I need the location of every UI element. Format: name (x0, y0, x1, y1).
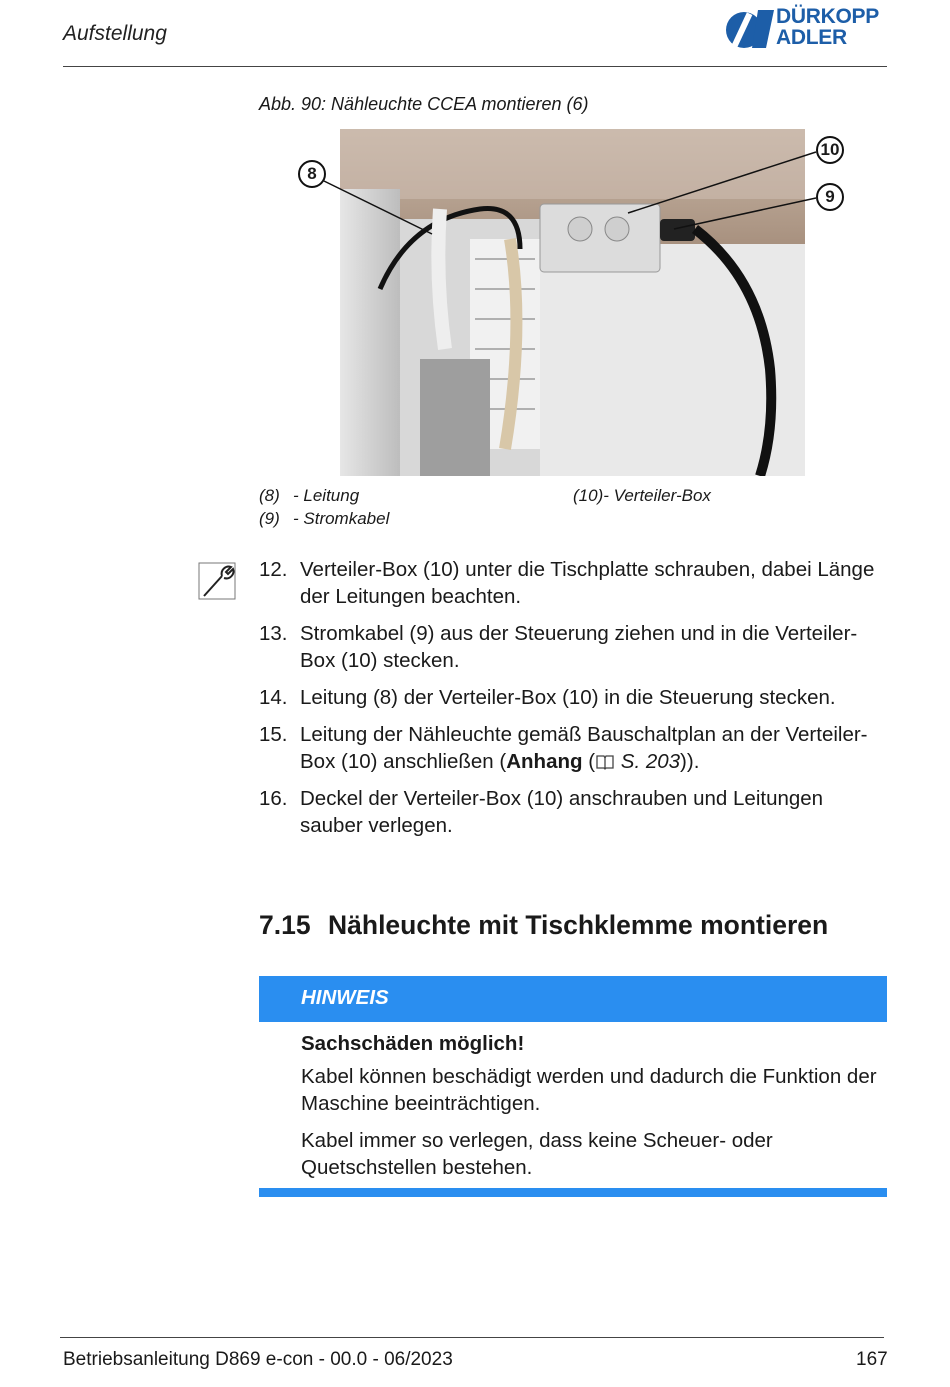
brand-logo (722, 4, 892, 52)
footer-divider (60, 1337, 884, 1338)
list-item: 16. Deckel der Verteiler-Box (10) anschrauben und Leitungen sauber verlegen. (259, 787, 824, 837)
notice-bottom-bar (259, 1188, 887, 1197)
notice-paragraph: Kabel können beschädigt werden und dadurch die Funktion der Maschine beeinträchtigen. (301, 1065, 877, 1115)
header-section-title: Aufstellung (63, 22, 167, 45)
figure-caption: Abb. 90: Nähleuchte CCEA montieren (6) (259, 94, 589, 114)
callout-10: 10 (816, 136, 844, 164)
notice-header (259, 976, 887, 1022)
legend-item: (9) - Stromkabel (259, 509, 390, 528)
page-reference[interactable]: S. 203 (620, 750, 681, 773)
notice-paragraph: Kabel immer so verlegen, dass keine Scheuer- oder Quetschstellen bestehen. (301, 1129, 773, 1179)
list-item: 12. Verteiler-Box (10) unter die Tischplatte schrauben, dabei Länge der Leitungen beachten. (259, 558, 875, 608)
logo-wordmark: DÜRKOPP ADLER (776, 5, 879, 49)
notice-body (301, 1030, 887, 1191)
list-item: 15. Leitung der Nähleuchte gemäß Bauschaltplan an der Verteiler-Box (10) anschließen (Anhang ( S. 203)). (259, 723, 868, 773)
section-heading: 7.15 Nähleuchte mit Tischklemme montieren (259, 910, 829, 940)
wrench-icon (198, 562, 236, 600)
list-item: 14. Leitung (8) der Verteiler-Box (10) in die Steuerung stecken. (259, 686, 836, 709)
callout-9: 9 (816, 183, 844, 211)
footer-document-info: Betriebsanleitung D869 e-con - 00.0 - 06/2023 (63, 1349, 453, 1370)
notice-label: HINWEIS (301, 986, 389, 1009)
header-divider (63, 66, 887, 67)
callout-8: 8 (298, 160, 326, 188)
instruction-steps (259, 556, 889, 849)
figure-photo (340, 129, 805, 476)
book-icon (595, 753, 615, 771)
notice-title: Sachschäden möglich! (301, 1032, 525, 1055)
legend-item: (8) - Leitung (259, 486, 360, 505)
appendix-link[interactable]: Anhang (506, 750, 583, 773)
page-number: 167 (856, 1349, 888, 1370)
legend-item: (10)- Verteiler-Box (573, 486, 711, 505)
logo-mark-icon (722, 4, 776, 50)
list-item: 13. Stromkabel (9) aus der Steuerung ziehen und in die Verteiler-Box (10) stecken. (259, 622, 858, 672)
